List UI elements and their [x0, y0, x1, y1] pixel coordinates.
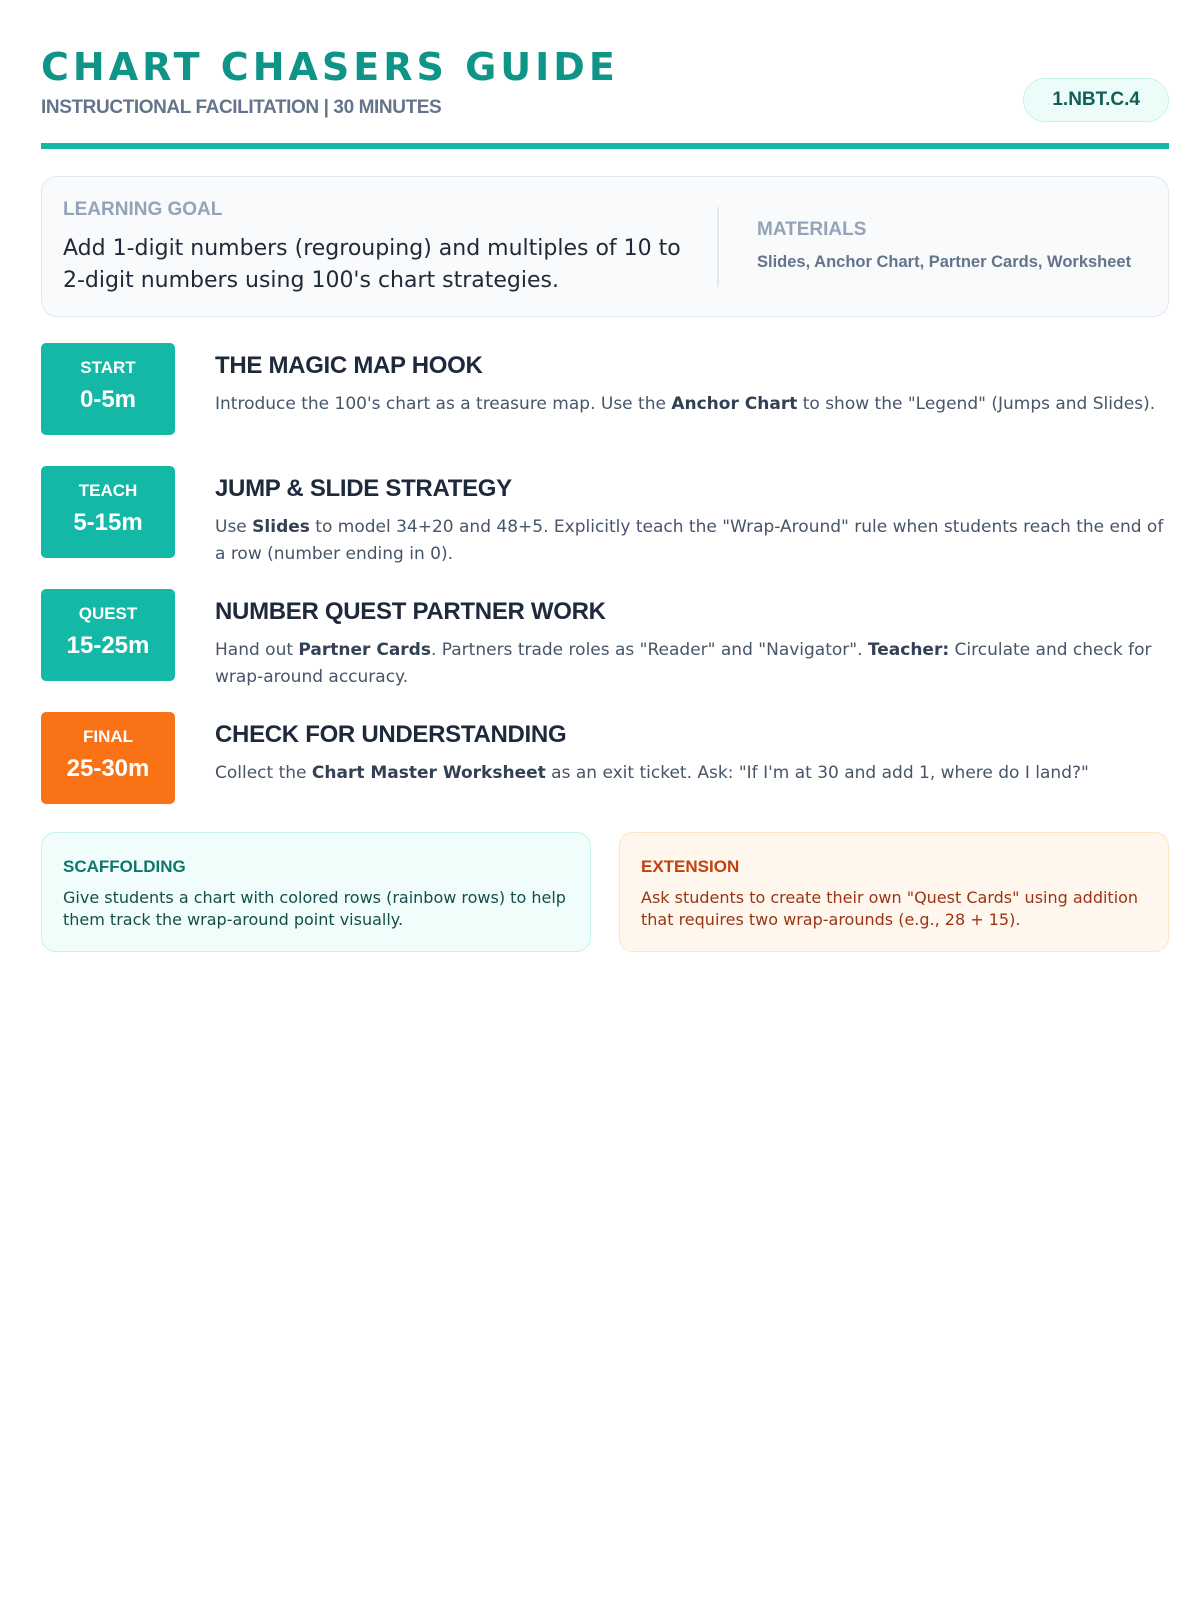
- scaffolding-text: Give students a chart with colored rows (rainbow rows) to help them track the wrap-around point visually.: [63, 888, 566, 929]
- lesson-guide-page: [41, 0, 1169, 929]
- time-box: [41, 466, 175, 558]
- step-start: [41, 343, 1169, 435]
- step-description: [215, 637, 1165, 691]
- time-box: [41, 589, 175, 681]
- description-text: . Partners trade roles as "Reader" and "Navigator".: [430, 640, 868, 660]
- emphasis-text: Slides: [252, 517, 310, 537]
- description-text: Introduce the 100's chart as a treasure map. Use the: [215, 394, 672, 414]
- step-quest: [41, 589, 1169, 687]
- phase-label: START: [80, 358, 136, 377]
- description-text: Use: [215, 517, 253, 537]
- step-final: [41, 712, 1169, 804]
- standard-badge: 1.NBT.C.4: [1023, 78, 1169, 122]
- goal-divider: [717, 207, 719, 287]
- learning-goal-text: Add 1-digit numbers (regrouping) and multiples of 10 to 2-digit numbers using 100's chart strategies.: [63, 236, 681, 293]
- scaffolding-label: SCAFFOLDING: [63, 857, 186, 876]
- emphasis-text: Teacher:: [867, 640, 950, 660]
- description-text: as an exit ticket. Ask: "If I'm at 30 and add 1, where do I land?": [545, 763, 1089, 783]
- emphasis-text: Partner Cards: [298, 640, 431, 660]
- header: [41, 0, 1169, 149]
- description-text: to show the "Legend" (Jumps and Slides).: [797, 394, 1156, 414]
- step-title: CHECK FOR UNDERSTANDING: [215, 721, 567, 748]
- step-title: THE MAGIC MAP HOOK: [215, 352, 483, 379]
- phase-label: TEACH: [78, 481, 138, 500]
- step-description: [215, 760, 1165, 787]
- phase-time: 5-15m: [73, 509, 143, 536]
- step-description: [215, 514, 1165, 568]
- emphasis-text: Chart Master Worksheet: [311, 763, 546, 783]
- step-teach: [41, 466, 1169, 564]
- step-title: NUMBER QUEST PARTNER WORK: [215, 598, 606, 625]
- description-text: Collect the: [215, 763, 312, 783]
- extension-text: Ask students to create their own "Quest Cards" using addition that requires two wrap-arounds (e.g., 28 + 15).: [641, 888, 1139, 929]
- phase-time: 0-5m: [79, 386, 137, 413]
- phase-time: 15-25m: [66, 632, 150, 659]
- phase-label: QUEST: [78, 604, 138, 623]
- time-box: [41, 712, 175, 804]
- extension-label: EXTENSION: [641, 857, 740, 876]
- phase-time: 25-30m: [66, 755, 150, 782]
- learning-goal-label: LEARNING GOAL: [63, 199, 223, 220]
- description-text: Hand out: [215, 640, 299, 660]
- page-subtitle: INSTRUCTIONAL FACILITATION | 30 MINUTES: [41, 97, 442, 118]
- step-description: [215, 391, 1165, 418]
- description-text: to model 34+20 and 48+5. Explicitly teach the "Wrap-Around" rule when students reach the end of a row (number ending in 0).: [215, 517, 1164, 564]
- description-text: Circulate and check for wrap-around accuracy.: [215, 640, 1152, 687]
- goal-panel: [41, 176, 1169, 317]
- phase-label: FINAL: [82, 727, 134, 746]
- extension-callout: [619, 832, 1169, 952]
- scaffolding-callout: [41, 832, 591, 952]
- emphasis-text: Anchor Chart: [671, 394, 798, 414]
- step-title: JUMP & SLIDE STRATEGY: [215, 475, 512, 502]
- materials-label: MATERIALS: [757, 219, 867, 240]
- time-box: [41, 343, 175, 435]
- page-title: CHART CHASERS GUIDE: [41, 45, 619, 89]
- materials-text: Slides, Anchor Chart, Partner Cards, Worksheet: [757, 253, 1132, 271]
